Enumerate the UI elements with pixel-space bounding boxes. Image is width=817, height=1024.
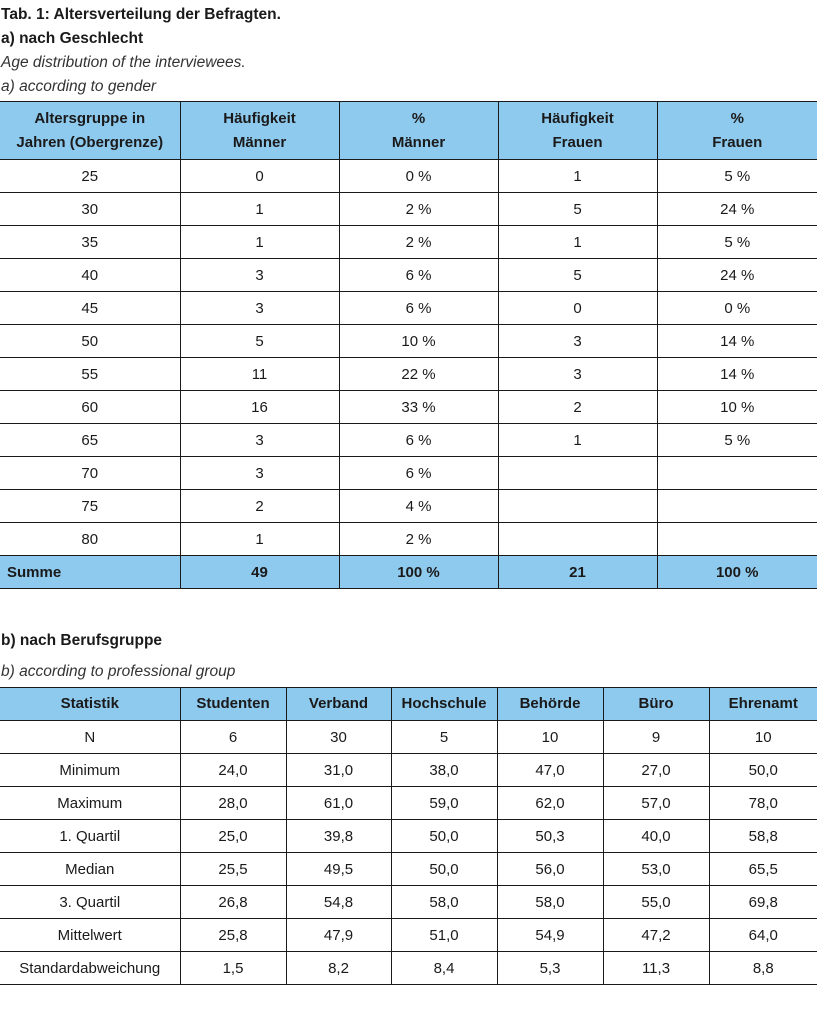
table-title: Tab. 1: Altersverteilung der Befragten. bbox=[1, 6, 281, 23]
table-cell: 3 bbox=[180, 457, 339, 490]
header-line: Frauen bbox=[712, 133, 763, 151]
table-cell: 78,0 bbox=[709, 787, 817, 820]
table-cell: 27,0 bbox=[603, 754, 709, 787]
sum-cell: 21 bbox=[498, 556, 657, 589]
table-cell: 70 bbox=[0, 457, 180, 490]
table-cell: 25,8 bbox=[180, 919, 286, 952]
table-cell: 54,9 bbox=[497, 919, 603, 952]
table-cell: 5 bbox=[498, 259, 657, 292]
table-cell: 3 bbox=[180, 292, 339, 325]
table-row bbox=[0, 160, 817, 193]
table-cell: 50,0 bbox=[391, 853, 497, 886]
table-row bbox=[0, 853, 817, 886]
table-cell: 5 bbox=[180, 325, 339, 358]
table-cell: 5 bbox=[391, 721, 497, 754]
table-b-header-row bbox=[0, 688, 817, 721]
table-cell: 6 bbox=[180, 721, 286, 754]
table-b-header-cell: Ehrenamt bbox=[709, 688, 817, 721]
table-cell: 2 % bbox=[339, 226, 498, 259]
table-cell: 56,0 bbox=[497, 853, 603, 886]
statistic-label: 1. Quartil bbox=[0, 820, 180, 853]
table-cell: 8,8 bbox=[709, 952, 817, 985]
statistic-label: Minimum bbox=[0, 754, 180, 787]
table-cell bbox=[498, 523, 657, 556]
table-cell: 47,0 bbox=[497, 754, 603, 787]
table-cell: 40 bbox=[0, 259, 180, 292]
table-row bbox=[0, 523, 817, 556]
table-cell: 62,0 bbox=[497, 787, 603, 820]
table-row bbox=[0, 490, 817, 523]
table-cell: 6 % bbox=[339, 457, 498, 490]
table-cell: 6 % bbox=[339, 292, 498, 325]
table-row bbox=[0, 259, 817, 292]
table-cell: 26,8 bbox=[180, 886, 286, 919]
header-line: Altersgruppe in bbox=[34, 109, 146, 127]
table-cell: 30 bbox=[286, 721, 391, 754]
table-cell: 10 bbox=[709, 721, 817, 754]
table-cell: 3 bbox=[180, 424, 339, 457]
table-cell: 50 bbox=[0, 325, 180, 358]
profession-table bbox=[0, 687, 817, 985]
statistic-label: Maximum bbox=[0, 787, 180, 820]
table-cell: 64,0 bbox=[709, 919, 817, 952]
table-cell: 10 bbox=[497, 721, 603, 754]
table-cell: 25,0 bbox=[180, 820, 286, 853]
table-cell: 47,2 bbox=[603, 919, 709, 952]
table-cell: 31,0 bbox=[286, 754, 391, 787]
table-cell: 33 % bbox=[339, 391, 498, 424]
table-cell: 5 % bbox=[657, 160, 817, 193]
table-cell: 6 % bbox=[339, 424, 498, 457]
table-cell: 4 % bbox=[339, 490, 498, 523]
table-cell: 47,9 bbox=[286, 919, 391, 952]
table-cell: 11 bbox=[180, 358, 339, 391]
sum-cell: 100 % bbox=[339, 556, 498, 589]
statistic-label: Mittelwert bbox=[0, 919, 180, 952]
sum-label: Summe bbox=[0, 556, 180, 589]
age-gender-table bbox=[0, 101, 817, 589]
table-cell: 0 bbox=[498, 292, 657, 325]
table-cell: 0 % bbox=[339, 160, 498, 193]
table-row bbox=[0, 787, 817, 820]
table-cell: 10 % bbox=[657, 391, 817, 424]
header-line: % bbox=[411, 109, 426, 127]
table-cell: 2 bbox=[180, 490, 339, 523]
table-cell: 5 % bbox=[657, 424, 817, 457]
table-cell: 1 bbox=[498, 424, 657, 457]
table-cell: 0 bbox=[180, 160, 339, 193]
table-cell bbox=[657, 457, 817, 490]
table-b-header-cell: Hochschule bbox=[391, 688, 497, 721]
sum-row bbox=[0, 556, 817, 589]
sum-cell: 49 bbox=[180, 556, 339, 589]
table-cell: 24,0 bbox=[180, 754, 286, 787]
table-cell: 55,0 bbox=[603, 886, 709, 919]
table-cell: 5 % bbox=[657, 226, 817, 259]
table-cell: 2 % bbox=[339, 523, 498, 556]
table-cell: 8,2 bbox=[286, 952, 391, 985]
sum-cell: 100 % bbox=[657, 556, 817, 589]
table-cell: 65 bbox=[0, 424, 180, 457]
table-cell: 25,5 bbox=[180, 853, 286, 886]
english-subtitle-b: b) according to professional group bbox=[1, 663, 236, 680]
table-cell bbox=[657, 523, 817, 556]
table-cell: 9 bbox=[603, 721, 709, 754]
table-cell: 2 bbox=[498, 391, 657, 424]
table-cell: 59,0 bbox=[391, 787, 497, 820]
table-cell: 11,3 bbox=[603, 952, 709, 985]
table-row bbox=[0, 325, 817, 358]
header-line: Männer bbox=[232, 133, 287, 151]
table-cell: 35 bbox=[0, 226, 180, 259]
header-line: Männer bbox=[391, 133, 446, 151]
table-cell: 1 bbox=[180, 193, 339, 226]
table-cell: 5,3 bbox=[497, 952, 603, 985]
header-line: % bbox=[730, 109, 744, 127]
table-cell: 51,0 bbox=[391, 919, 497, 952]
table-cell: 57,0 bbox=[603, 787, 709, 820]
table-cell bbox=[657, 490, 817, 523]
table-cell: 50,0 bbox=[391, 820, 497, 853]
table-row bbox=[0, 292, 817, 325]
table-cell: 69,8 bbox=[709, 886, 817, 919]
table-row bbox=[0, 226, 817, 259]
statistic-label: N bbox=[0, 721, 180, 754]
header-line: Frauen bbox=[552, 133, 603, 151]
table-cell: 39,8 bbox=[286, 820, 391, 853]
table-cell: 1 bbox=[180, 523, 339, 556]
table-row bbox=[0, 886, 817, 919]
table-cell: 65,5 bbox=[709, 853, 817, 886]
table-row bbox=[0, 721, 817, 754]
table-cell: 8,4 bbox=[391, 952, 497, 985]
table-a-header-cell bbox=[0, 102, 180, 160]
table-cell: 54,8 bbox=[286, 886, 391, 919]
table-cell: 10 % bbox=[339, 325, 498, 358]
table-cell: 5 bbox=[498, 193, 657, 226]
table-cell: 49,5 bbox=[286, 853, 391, 886]
table-row bbox=[0, 391, 817, 424]
table-cell: 1 bbox=[498, 160, 657, 193]
subtitle-a: a) nach Geschlecht bbox=[1, 30, 144, 47]
table-a-header-row bbox=[0, 102, 817, 160]
table-cell: 0 % bbox=[657, 292, 817, 325]
table-cell: 25 bbox=[0, 160, 180, 193]
table-cell: 16 bbox=[180, 391, 339, 424]
table-row bbox=[0, 952, 817, 985]
table-b-header-cell: Verband bbox=[286, 688, 391, 721]
table-cell: 6 % bbox=[339, 259, 498, 292]
table-cell: 58,0 bbox=[497, 886, 603, 919]
table-cell: 75 bbox=[0, 490, 180, 523]
table-cell: 1 bbox=[498, 226, 657, 259]
table-b-header-cell: Behörde bbox=[497, 688, 603, 721]
statistic-label: Standardabweichung bbox=[0, 952, 180, 985]
table-a-header-cell bbox=[498, 102, 657, 160]
table-cell: 28,0 bbox=[180, 787, 286, 820]
table-cell: 53,0 bbox=[603, 853, 709, 886]
table-cell: 45 bbox=[0, 292, 180, 325]
table-a-header-cell bbox=[657, 102, 817, 160]
table-a-header-cell bbox=[339, 102, 498, 160]
table-cell: 14 % bbox=[657, 325, 817, 358]
table-cell bbox=[498, 490, 657, 523]
header-line: Häufigkeit bbox=[541, 109, 614, 127]
table-cell: 14 % bbox=[657, 358, 817, 391]
table-cell: 58,8 bbox=[709, 820, 817, 853]
table-a-header-cell bbox=[180, 102, 339, 160]
table-cell: 1,5 bbox=[180, 952, 286, 985]
table-cell: 60 bbox=[0, 391, 180, 424]
table-cell: 38,0 bbox=[391, 754, 497, 787]
table-cell: 40,0 bbox=[603, 820, 709, 853]
table-cell: 2 % bbox=[339, 193, 498, 226]
subtitle-b: b) nach Berufsgruppe bbox=[1, 632, 163, 649]
header-line: Häufigkeit bbox=[223, 109, 296, 127]
table-cell: 61,0 bbox=[286, 787, 391, 820]
table-row bbox=[0, 358, 817, 391]
table-cell: 80 bbox=[0, 523, 180, 556]
table-row bbox=[0, 754, 817, 787]
table-cell: 3 bbox=[498, 358, 657, 391]
table-row bbox=[0, 193, 817, 226]
table-cell: 24 % bbox=[657, 193, 817, 226]
table-cell: 58,0 bbox=[391, 886, 497, 919]
table-cell: 1 bbox=[180, 226, 339, 259]
table-cell: 30 bbox=[0, 193, 180, 226]
table-b-header-cell: Büro bbox=[603, 688, 709, 721]
table-cell: 22 % bbox=[339, 358, 498, 391]
table-b-header-cell: Studenten bbox=[180, 688, 286, 721]
table-b-header-cell: Statistik bbox=[0, 688, 180, 721]
table-cell: 55 bbox=[0, 358, 180, 391]
statistic-label: Median bbox=[0, 853, 180, 886]
english-subtitle-a: a) according to gender bbox=[1, 78, 157, 95]
table-row bbox=[0, 919, 817, 952]
table-cell bbox=[498, 457, 657, 490]
table-cell: 3 bbox=[498, 325, 657, 358]
english-title: Age distribution of the interviewees. bbox=[1, 54, 246, 71]
table-row bbox=[0, 457, 817, 490]
statistic-label: 3. Quartil bbox=[0, 886, 180, 919]
table-row bbox=[0, 424, 817, 457]
table-cell: 50,3 bbox=[497, 820, 603, 853]
table-cell: 24 % bbox=[657, 259, 817, 292]
table-row bbox=[0, 820, 817, 853]
table-cell: 50,0 bbox=[709, 754, 817, 787]
table-cell: 3 bbox=[180, 259, 339, 292]
header-line: Jahren (Obergrenze) bbox=[16, 133, 164, 151]
